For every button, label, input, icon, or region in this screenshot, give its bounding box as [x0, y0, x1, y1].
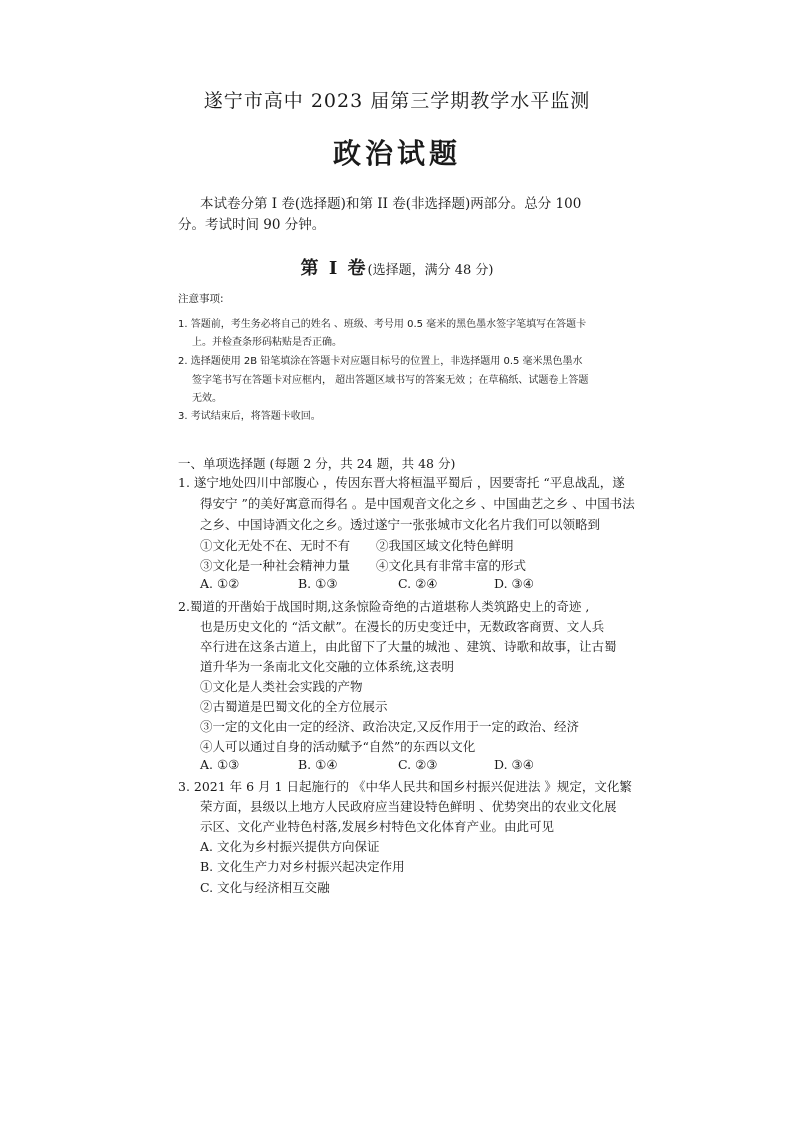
question-1-line: 得安宁 ”的美好寓意而得名 。是中国观音文化之乡 、中国曲艺之乡 、中国书法	[200, 496, 635, 511]
question-3-option-c: C. 文化与经济相互交融	[200, 880, 330, 895]
question-3-option-b: B. 文化生产力对乡村振兴起决定作用	[200, 859, 405, 874]
question-1-option-a: A. ①②	[200, 576, 240, 591]
question-1-option-d: D. ③④	[494, 576, 534, 591]
question-3-option-a: A. 文化为乡村振兴提供方向保证	[200, 839, 380, 854]
question-2-line: 道升华为一条南北文化交融的立体系统,这表明	[200, 659, 454, 674]
section-heading	[0, 254, 794, 280]
question-1-item: ④文化具有非常丰富的形式	[376, 558, 527, 573]
question-2-item: ①文化是人类社会实践的产物	[200, 679, 363, 694]
question-1-line: 1. 遂宁地处四川中部腹心 ，传因东晋大将桓温平蜀后 ，因要寄托 “平息战乱，遂	[178, 475, 625, 490]
question-2-line: 2.蜀道的开凿始于战国时期,这条惊险奇绝的古道堪称人类筑路史上的奇迹 ,	[178, 599, 590, 614]
exam-title: 政治试题	[332, 137, 461, 170]
note-line: 2. 选择题使用 2B 铅笔填涂在答题卡对应题目标号的位置上，非选择题用 0.5 毫米黑色墨水	[178, 356, 583, 367]
question-2-item: ④人可以通过自身的活动赋予“自然”的东西以文化	[200, 739, 476, 754]
question-3-line: 3. 2021 年 6 月 1 日起施行的 《中华人民共和国乡村振兴促进法 》规定，文化繁	[178, 779, 632, 794]
question-2-option-b: B. ①④	[298, 757, 338, 772]
section-subtitle: (选择题，满分 48 分)	[367, 263, 494, 278]
note-line: 1. 答题前，考生务必将自己的姓名 、班级、考号用 0.5 毫米的黑色墨水签字笔填写在答题卡	[178, 319, 587, 330]
question-2-item: ②古蜀道是巴蜀文化的全方位展示	[200, 699, 388, 714]
question-3-line: 荣方面，县级以上地方人民政府应当建设特色鲜明 、优势突出的农业文化展	[200, 799, 617, 814]
exam-header: 遂宁市高中 2023 届第三学期教学水平监测	[203, 90, 591, 112]
note-line: 签字笔书写在答题卡对应框内， 超出答题区域书写的答案无效 ；在草稿纸、试题卷上答题	[192, 375, 589, 386]
question-1-line: 之乡、中国诗酒文化之乡。透过遂宁一张张城市文化名片我们可以领略到	[200, 517, 601, 532]
question-1-item: ②我国区域文化特色鲜明	[376, 538, 514, 553]
question-2-option-a: A. ①③	[200, 757, 240, 772]
note-line: 3. 考试结束后，将答题卡收回。	[178, 411, 321, 422]
question-2-item: ③一定的文化由一定的经济、政治决定,又反作用于一定的政治、经济	[200, 719, 579, 734]
question-1-item: ①文化无处不在、无时不有	[200, 538, 351, 553]
question-1-option-c: C. ②④	[398, 576, 438, 591]
question-1-item: ③文化是一种社会精神力量	[200, 558, 351, 573]
question-2-option-c: C. ②③	[398, 757, 438, 772]
question-1-option-b: B. ①③	[298, 576, 338, 591]
question-2-line: 也是历史文化的 “活文献”。在漫长的历史变迁中，无数政客商贾、文人兵	[200, 619, 605, 634]
note-line: 上。并检查条形码粘贴是否正确。	[192, 337, 342, 348]
notes-title: 注意事项:	[178, 293, 224, 305]
section-title: 第 Ⅰ 卷	[300, 258, 368, 279]
part1-title: 一、单项选择题 (每题 2 分，共 24 题，共 48 分)	[178, 456, 456, 471]
intro-line-2: 分。考试时间 90 分钟。	[178, 217, 326, 233]
question-2-option-d: D. ③④	[494, 757, 534, 772]
question-2-line: 卒行进在这条古道上，由此留下了大量的城池 、建筑、诗歌和故事，让古蜀	[200, 639, 617, 654]
question-3-line: 示区、文化产业特色村落,发展乡村特色文化体育产业。由此可见	[200, 819, 554, 834]
note-line: 无效。	[192, 393, 222, 404]
intro-line-1: 本试卷分第 I 卷(选择题)和第 II 卷(非选择题)两部分。总分 100	[200, 196, 582, 212]
